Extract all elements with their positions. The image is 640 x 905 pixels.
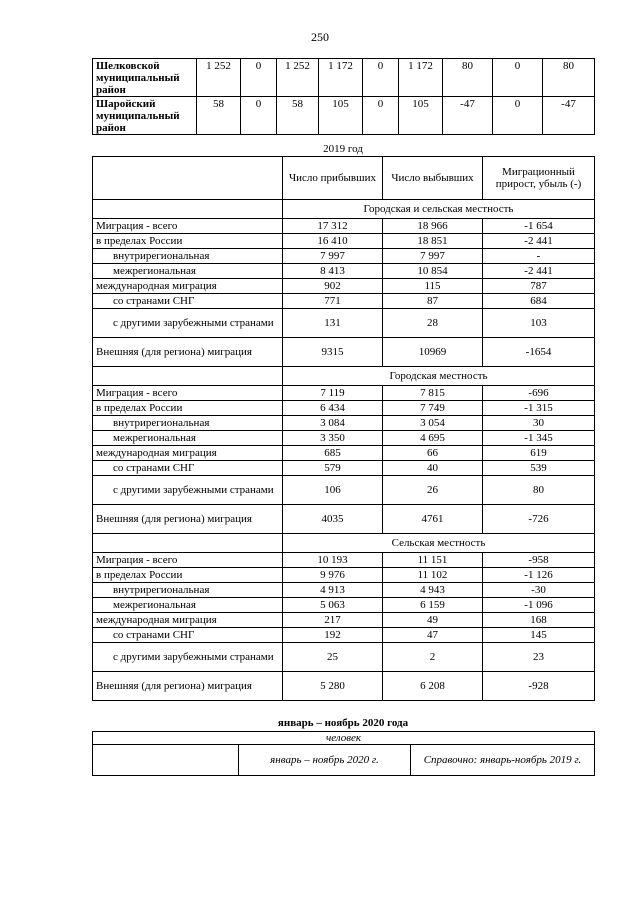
districts-table [92,58,595,135]
table-row [93,568,595,583]
row-label: со странами СНГ [93,461,283,476]
table-row [93,219,595,234]
row-label: Внешняя (для региона) миграция [93,672,283,701]
header-empty-cell [93,157,283,200]
row-label: с другими зарубежными странами [93,643,283,672]
row-label: Миграция - всего [93,219,283,234]
departures-value: 10 854 [383,264,483,279]
section-blank-cell [93,534,283,553]
arrivals-value: 7 997 [283,249,383,264]
departures-value: 47 [383,628,483,643]
table-row [93,234,595,249]
row-label: Внешняя (для региона) миграция [93,338,283,367]
table-row [93,446,595,461]
district-value: 0 [241,59,277,97]
arrivals-value: 4035 [283,505,383,534]
growth-value: -1 345 [483,431,595,446]
growth-value: -726 [483,505,595,534]
arrivals-value: 25 [283,643,383,672]
arrivals-value: 17 312 [283,219,383,234]
departures-value: 87 [383,294,483,309]
period-header-row [93,745,595,776]
table-row [93,401,595,416]
arrivals-value: 10 193 [283,553,383,568]
district-value: 105 [399,97,443,135]
row-label: межрегиональная [93,431,283,446]
growth-value: 168 [483,613,595,628]
growth-value: 103 [483,309,595,338]
migration-table [92,156,595,701]
row-label: внутрирегиональная [93,583,283,598]
arrivals-value: 3 350 [283,431,383,446]
row-label: со странами СНГ [93,628,283,643]
arrivals-value: 9315 [283,338,383,367]
table-header-row [93,157,595,200]
growth-value: 539 [483,461,595,476]
departures-value: 4 943 [383,583,483,598]
table-row [93,583,595,598]
section-blank-cell [93,200,283,219]
row-label: со странами СНГ [93,294,283,309]
district-value: -47 [443,97,493,135]
row-label: с другими зарубежными странами [93,309,283,338]
growth-value: -696 [483,386,595,401]
table-row [93,386,595,401]
table-row [93,264,595,279]
growth-value: 23 [483,643,595,672]
table-row [93,338,595,367]
arrivals-value: 131 [283,309,383,338]
district-value: 1 252 [277,59,319,97]
departures-value: 2 [383,643,483,672]
departures-value: 6 159 [383,598,483,613]
district-value: 1 172 [319,59,363,97]
table-row [93,613,595,628]
table-row [93,309,595,338]
departures-value: 7 815 [383,386,483,401]
row-label: Миграция - всего [93,386,283,401]
departures-value: 4 695 [383,431,483,446]
table-row [93,416,595,431]
table-row [93,643,595,672]
arrivals-value: 106 [283,476,383,505]
row-label: в пределах России [93,234,283,249]
section-blank-cell [93,367,283,386]
section-title: Городская местность [283,367,595,386]
growth-value: 30 [483,416,595,431]
district-value: 0 [493,59,543,97]
table-row [93,461,595,476]
arrivals-value: 902 [283,279,383,294]
departures-value: 4761 [383,505,483,534]
district-value: 0 [493,97,543,135]
departures-value: 11 102 [383,568,483,583]
growth-value: -1 126 [483,568,595,583]
departures-value: 6 208 [383,672,483,701]
growth-value: -1 315 [483,401,595,416]
header-arrivals: Число прибывших [283,157,383,200]
row-label: внутрирегиональная [93,249,283,264]
arrivals-value: 5 063 [283,598,383,613]
table-row [93,294,595,309]
row-label: международная миграция [93,446,283,461]
growth-value: -1 654 [483,219,595,234]
arrivals-value: 5 280 [283,672,383,701]
arrivals-value: 192 [283,628,383,643]
row-label: межрегиональная [93,598,283,613]
period-reference-header: Справочно: январь-ноябрь 2019 г. [411,745,595,776]
period-current-header: январь – ноябрь 2020 г. [239,745,411,776]
unit-label: человек [93,732,595,745]
table-row [93,279,595,294]
departures-value: 11 151 [383,553,483,568]
growth-value: -30 [483,583,595,598]
departures-value: 7 749 [383,401,483,416]
arrivals-value: 6 434 [283,401,383,416]
period-table [92,731,595,776]
row-label: с другими зарубежными странами [93,476,283,505]
growth-value: 787 [483,279,595,294]
departures-value: 7 997 [383,249,483,264]
table-row [93,476,595,505]
district-value: 1 252 [197,59,241,97]
table-row [93,553,595,568]
year-caption: 2019 год [323,143,363,155]
departures-value: 66 [383,446,483,461]
arrivals-value: 3 084 [283,416,383,431]
section-row [93,367,595,386]
district-value: 58 [277,97,319,135]
row-label: в пределах России [93,401,283,416]
period-empty-cell [93,745,239,776]
section-title: Сельская местность [283,534,595,553]
page-number: 250 [311,30,329,44]
growth-value: 684 [483,294,595,309]
row-label: международная миграция [93,613,283,628]
arrivals-value: 9 976 [283,568,383,583]
arrivals-value: 4 913 [283,583,383,598]
district-row [93,59,595,97]
departures-value: 28 [383,309,483,338]
district-row [93,97,595,135]
district-name: Шелковской муниципальный район [93,59,197,97]
row-label: международная миграция [93,279,283,294]
district-value: 0 [363,97,399,135]
departures-value: 10969 [383,338,483,367]
table-row [93,505,595,534]
district-value: 80 [543,59,595,97]
growth-value: 619 [483,446,595,461]
header-growth: Миграционный прирост, убыль (-) [483,157,595,200]
arrivals-value: 771 [283,294,383,309]
district-value: 58 [197,97,241,135]
growth-value: -1654 [483,338,595,367]
section-title: Городская и сельская местность [283,200,595,219]
district-value: 80 [443,59,493,97]
arrivals-value: 16 410 [283,234,383,249]
growth-value: -2 441 [483,264,595,279]
growth-value: -2 441 [483,234,595,249]
district-value: 0 [241,97,277,135]
district-name: Шаройский муниципальный район [93,97,197,135]
table-row [93,598,595,613]
table-row [93,672,595,701]
departures-value: 115 [383,279,483,294]
arrivals-value: 217 [283,613,383,628]
row-label: Внешняя (для региона) миграция [93,505,283,534]
growth-value: -928 [483,672,595,701]
growth-value: 80 [483,476,595,505]
district-value: 0 [363,59,399,97]
growth-value: -958 [483,553,595,568]
growth-value: 145 [483,628,595,643]
district-value: -47 [543,97,595,135]
row-label: Миграция - всего [93,553,283,568]
period-caption: январь – ноябрь 2020 года [277,717,409,729]
arrivals-value: 7 119 [283,386,383,401]
growth-value: -1 096 [483,598,595,613]
arrivals-value: 579 [283,461,383,476]
row-label: межрегиональная [93,264,283,279]
table-row [93,431,595,446]
section-row [93,534,595,553]
departures-value: 18 966 [383,219,483,234]
arrivals-value: 685 [283,446,383,461]
section-row [93,200,595,219]
district-value: 1 172 [399,59,443,97]
row-label: в пределах России [93,568,283,583]
unit-row [93,732,595,745]
departures-value: 49 [383,613,483,628]
growth-value: - [483,249,595,264]
table-row [93,628,595,643]
departures-value: 18 851 [383,234,483,249]
departures-value: 26 [383,476,483,505]
header-departures: Число выбывших [383,157,483,200]
arrivals-value: 8 413 [283,264,383,279]
departures-value: 40 [383,461,483,476]
table-row [93,249,595,264]
departures-value: 3 054 [383,416,483,431]
row-label: внутрирегиональная [93,416,283,431]
district-value: 105 [319,97,363,135]
